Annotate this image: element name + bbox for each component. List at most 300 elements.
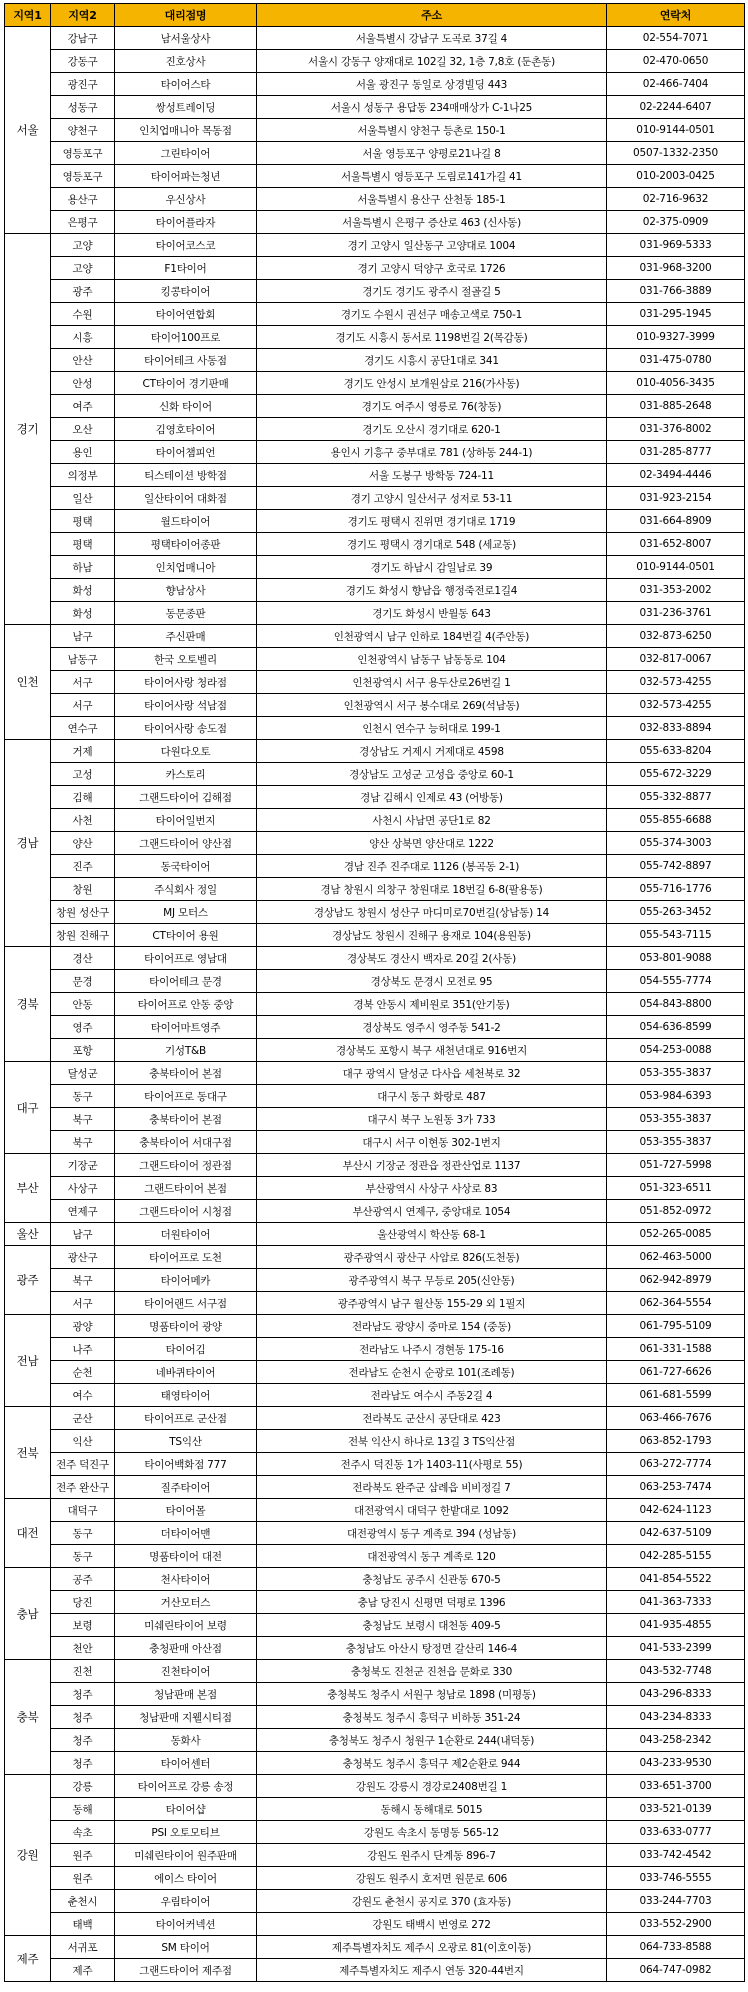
table-row bbox=[5, 211, 745, 234]
phone-cell: 010-9327-3999 bbox=[607, 326, 745, 349]
dealer-name-cell: 동화사 bbox=[115, 1729, 257, 1752]
address-cell: 강원도 원주시 호저면 원문로 606 bbox=[257, 1867, 607, 1890]
dealer-name-cell: 에이스 타이어 bbox=[115, 1867, 257, 1890]
address-cell: 경기 고양시 일산서구 성저로 53-11 bbox=[257, 487, 607, 510]
phone-cell: 063-272-7774 bbox=[607, 1453, 745, 1476]
phone-cell: 031-236-3761 bbox=[607, 602, 745, 625]
table-row bbox=[5, 970, 745, 993]
district-cell: 의정부 bbox=[51, 464, 115, 487]
phone-cell: 031-376-8002 bbox=[607, 418, 745, 441]
phone-cell: 032-573-4255 bbox=[607, 694, 745, 717]
phone-cell: 041-533-2399 bbox=[607, 1637, 745, 1660]
header-region1: 지역1 bbox=[5, 4, 51, 27]
district-cell: 사천 bbox=[51, 809, 115, 832]
address-cell: 인천광역시 남동구 남동동로 104 bbox=[257, 648, 607, 671]
phone-cell: 010-9144-0501 bbox=[607, 556, 745, 579]
table-row bbox=[5, 1614, 745, 1637]
dealer-name-cell: 타이어테크 사동점 bbox=[115, 349, 257, 372]
dealer-name-cell: 진호상사 bbox=[115, 50, 257, 73]
phone-cell: 053-984-6393 bbox=[607, 1085, 745, 1108]
phone-cell: 041-935-4855 bbox=[607, 1614, 745, 1637]
address-cell: 부산광역시 사상구 사상로 83 bbox=[257, 1177, 607, 1200]
table-row bbox=[5, 1453, 745, 1476]
dealer-name-cell: 타이어코스코 bbox=[115, 234, 257, 257]
dealer-name-cell: 더원타이어 bbox=[115, 1223, 257, 1246]
district-cell: 안성 bbox=[51, 372, 115, 395]
address-cell: 서울 도봉구 방학동 724-11 bbox=[257, 464, 607, 487]
phone-cell: 033-552-2900 bbox=[607, 1913, 745, 1936]
district-cell: 수원 bbox=[51, 303, 115, 326]
header-contact: 연락처 bbox=[607, 4, 745, 27]
district-cell: 영등포구 bbox=[51, 142, 115, 165]
phone-cell: 055-374-3003 bbox=[607, 832, 745, 855]
table-row bbox=[5, 947, 745, 970]
table-row bbox=[5, 1154, 745, 1177]
table-row bbox=[5, 1476, 745, 1499]
table-row bbox=[5, 1959, 745, 1982]
table-row bbox=[5, 786, 745, 809]
address-cell: 경상북도 경산시 백자로 20길 2(사동) bbox=[257, 947, 607, 970]
phone-cell: 054-843-8800 bbox=[607, 993, 745, 1016]
address-cell: 대전광역시 동구 계족로 394 (성남동) bbox=[257, 1522, 607, 1545]
region-cell: 경북 bbox=[5, 947, 51, 1062]
address-cell: 사천시 사남면 공단1로 82 bbox=[257, 809, 607, 832]
phone-cell: 054-253-0088 bbox=[607, 1039, 745, 1062]
dealer-name-cell: 타이어커넥션 bbox=[115, 1913, 257, 1936]
dealer-name-cell: 타이어연합회 bbox=[115, 303, 257, 326]
table-row bbox=[5, 602, 745, 625]
table-row bbox=[5, 1315, 745, 1338]
dealer-name-cell: 천사타이어 bbox=[115, 1568, 257, 1591]
dealer-name-cell: CT타이어 용원 bbox=[115, 924, 257, 947]
table-row bbox=[5, 1660, 745, 1683]
district-cell: 광진구 bbox=[51, 73, 115, 96]
table-row bbox=[5, 510, 745, 533]
phone-cell: 032-873-6250 bbox=[607, 625, 745, 648]
district-cell: 천안 bbox=[51, 1637, 115, 1660]
dealer-name-cell: CT타이어 경기판매 bbox=[115, 372, 257, 395]
district-cell: 동해 bbox=[51, 1798, 115, 1821]
phone-cell: 061-795-5109 bbox=[607, 1315, 745, 1338]
table-row bbox=[5, 1775, 745, 1798]
district-cell: 진천 bbox=[51, 1660, 115, 1683]
region-cell: 울산 bbox=[5, 1223, 51, 1246]
table-row bbox=[5, 694, 745, 717]
table-row bbox=[5, 280, 745, 303]
address-cell: 경상북도 포항시 북구 새천년대로 916번지 bbox=[257, 1039, 607, 1062]
phone-cell: 053-355-3837 bbox=[607, 1062, 745, 1085]
address-cell: 서울특별시 영등포구 도림로141가길 41 bbox=[257, 165, 607, 188]
table-row bbox=[5, 1384, 745, 1407]
address-cell: 전라남도 여수시 주동2길 4 bbox=[257, 1384, 607, 1407]
address-cell: 전라남도 광양시 중마로 154 (중동) bbox=[257, 1315, 607, 1338]
phone-cell: 031-353-2002 bbox=[607, 579, 745, 602]
address-cell: 서울 광진구 동일로 상경빌딩 443 bbox=[257, 73, 607, 96]
phone-cell: 051-727-5998 bbox=[607, 1154, 745, 1177]
phone-cell: 031-285-8777 bbox=[607, 441, 745, 464]
table-row bbox=[5, 763, 745, 786]
dealer-name-cell: 진천타이어 bbox=[115, 1660, 257, 1683]
address-cell: 경기도 화성시 반월동 643 bbox=[257, 602, 607, 625]
dealer-name-cell: 주신판매 bbox=[115, 625, 257, 648]
dealer-name-cell: 우림타이어 bbox=[115, 1890, 257, 1913]
district-cell: 익산 bbox=[51, 1430, 115, 1453]
phone-cell: 051-852-0972 bbox=[607, 1200, 745, 1223]
table-row bbox=[5, 671, 745, 694]
district-cell: 광양 bbox=[51, 1315, 115, 1338]
dealer-name-cell: 충북타이어 본점 bbox=[115, 1108, 257, 1131]
dealer-name-cell: 타이어파는청년 bbox=[115, 165, 257, 188]
table-row bbox=[5, 1085, 745, 1108]
table-row bbox=[5, 349, 745, 372]
phone-cell: 042-637-5109 bbox=[607, 1522, 745, 1545]
district-cell: 여주 bbox=[51, 395, 115, 418]
dealer-name-cell: 동문종판 bbox=[115, 602, 257, 625]
dealer-name-cell: PSI 오토모티브 bbox=[115, 1821, 257, 1844]
dealer-name-cell: 우신상사 bbox=[115, 188, 257, 211]
dealer-name-cell: 주식회사 정일 bbox=[115, 878, 257, 901]
district-cell: 기장군 bbox=[51, 1154, 115, 1177]
address-cell: 전라남도 나주시 경현동 175-16 bbox=[257, 1338, 607, 1361]
district-cell: 여수 bbox=[51, 1384, 115, 1407]
dealer-name-cell: 인치업매니아 목동점 bbox=[115, 119, 257, 142]
region-cell: 광주 bbox=[5, 1246, 51, 1315]
table-row bbox=[5, 855, 745, 878]
phone-cell: 033-746-5555 bbox=[607, 1867, 745, 1890]
district-cell: 고양 bbox=[51, 257, 115, 280]
header-address: 주소 bbox=[257, 4, 607, 27]
dealer-name-cell: 타이어100프로 bbox=[115, 326, 257, 349]
district-cell: 양천구 bbox=[51, 119, 115, 142]
district-cell: 서구 bbox=[51, 694, 115, 717]
address-cell: 충청남도 공주시 신관동 670-5 bbox=[257, 1568, 607, 1591]
district-cell: 동구 bbox=[51, 1085, 115, 1108]
dealer-name-cell: 타이어프로 강릉 송정 bbox=[115, 1775, 257, 1798]
dealer-name-cell: 향남상사 bbox=[115, 579, 257, 602]
table-row bbox=[5, 1223, 745, 1246]
table-row bbox=[5, 1798, 745, 1821]
dealer-name-cell: 남서울상사 bbox=[115, 27, 257, 50]
dealer-name-cell: 타이어김 bbox=[115, 1338, 257, 1361]
address-cell: 경기도 평택시 진위면 경기대로 1719 bbox=[257, 510, 607, 533]
phone-cell: 061-727-6626 bbox=[607, 1361, 745, 1384]
dealer-name-cell: 타이어랜드 서구점 bbox=[115, 1292, 257, 1315]
address-cell: 강원도 강릉시 경강로2408번길 1 bbox=[257, 1775, 607, 1798]
table-row bbox=[5, 809, 745, 832]
region-cell: 전북 bbox=[5, 1407, 51, 1499]
district-cell: 포항 bbox=[51, 1039, 115, 1062]
dealer-name-cell: 타이어샵 bbox=[115, 1798, 257, 1821]
table-row bbox=[5, 1338, 745, 1361]
phone-cell: 041-363-7333 bbox=[607, 1591, 745, 1614]
phone-cell: 02-375-0909 bbox=[607, 211, 745, 234]
table-row bbox=[5, 234, 745, 257]
dealer-name-cell: 타이어백화점 777 bbox=[115, 1453, 257, 1476]
dealer-name-cell: 청남판매 지웰시티점 bbox=[115, 1706, 257, 1729]
address-cell: 충청북도 청주시 서원구 청남로 1898 (미평동) bbox=[257, 1683, 607, 1706]
region-cell: 충남 bbox=[5, 1568, 51, 1660]
dealer-name-cell: 더타이어맨 bbox=[115, 1522, 257, 1545]
phone-cell: 055-716-1776 bbox=[607, 878, 745, 901]
dealer-name-cell: 쌍성트레이딩 bbox=[115, 96, 257, 119]
district-cell: 창원 성산구 bbox=[51, 901, 115, 924]
address-cell: 서울특별시 강남구 도곡로 37길 4 bbox=[257, 27, 607, 50]
dealer-name-cell: 타이어일번지 bbox=[115, 809, 257, 832]
dealer-name-cell: 미쉐린타이어 원주판매 bbox=[115, 1844, 257, 1867]
phone-cell: 053-801-9088 bbox=[607, 947, 745, 970]
table-row bbox=[5, 418, 745, 441]
address-cell: 서울시 성동구 용답동 234매매상가 C-1나25 bbox=[257, 96, 607, 119]
address-cell: 인천시 연수구 능허대로 199-1 bbox=[257, 717, 607, 740]
district-cell: 광주 bbox=[51, 280, 115, 303]
district-cell: 북구 bbox=[51, 1131, 115, 1154]
dealer-name-cell: 네바퀴타이어 bbox=[115, 1361, 257, 1384]
phone-cell: 063-253-7474 bbox=[607, 1476, 745, 1499]
phone-cell: 033-244-7703 bbox=[607, 1890, 745, 1913]
table-row bbox=[5, 1246, 745, 1269]
dealer-name-cell: 충북타이어 본점 bbox=[115, 1062, 257, 1085]
table-row bbox=[5, 832, 745, 855]
address-cell: 경기도 시흥시 동서로 1198번길 2(목감동) bbox=[257, 326, 607, 349]
table-row bbox=[5, 27, 745, 50]
dealer-name-cell: 평택타이어종판 bbox=[115, 533, 257, 556]
address-cell: 경북 안동시 제비원로 351(안기동) bbox=[257, 993, 607, 1016]
phone-cell: 042-285-5155 bbox=[607, 1545, 745, 1568]
region-cell: 제주 bbox=[5, 1936, 51, 1982]
region-cell: 강원 bbox=[5, 1775, 51, 1936]
phone-cell: 02-466-7404 bbox=[607, 73, 745, 96]
district-cell: 속초 bbox=[51, 1821, 115, 1844]
table-row bbox=[5, 464, 745, 487]
table-row bbox=[5, 1269, 745, 1292]
address-cell: 동해시 동해대로 5015 bbox=[257, 1798, 607, 1821]
district-cell: 안동 bbox=[51, 993, 115, 1016]
address-cell: 광주광역시 북구 무등로 205(신안동) bbox=[257, 1269, 607, 1292]
district-cell: 청주 bbox=[51, 1683, 115, 1706]
dealer-name-cell: 질주타이어 bbox=[115, 1476, 257, 1499]
table-row bbox=[5, 1292, 745, 1315]
district-cell: 원주 bbox=[51, 1844, 115, 1867]
dealer-name-cell: 거산모터스 bbox=[115, 1591, 257, 1614]
table-row bbox=[5, 1683, 745, 1706]
dealer-name-cell: 타이어스타 bbox=[115, 73, 257, 96]
region-cell: 대구 bbox=[5, 1062, 51, 1154]
phone-cell: 055-543-7115 bbox=[607, 924, 745, 947]
address-cell: 인천광역시 남구 인하로 184번길 4(주안동) bbox=[257, 625, 607, 648]
district-cell: 전주 완산구 bbox=[51, 1476, 115, 1499]
district-cell: 북구 bbox=[51, 1269, 115, 1292]
table-row bbox=[5, 1177, 745, 1200]
district-cell: 나주 bbox=[51, 1338, 115, 1361]
district-cell: 창원 진해구 bbox=[51, 924, 115, 947]
district-cell: 보령 bbox=[51, 1614, 115, 1637]
dealer-name-cell: 타이어몰 bbox=[115, 1499, 257, 1522]
district-cell: 용산구 bbox=[51, 188, 115, 211]
address-cell: 충청남도 보령시 대천동 409-5 bbox=[257, 1614, 607, 1637]
district-cell: 순천 bbox=[51, 1361, 115, 1384]
dealer-name-cell: 그랜드타이어 제주점 bbox=[115, 1959, 257, 1982]
dealer-name-cell: 명품타이어 대전 bbox=[115, 1545, 257, 1568]
dealer-name-cell: 타이어사랑 청라점 bbox=[115, 671, 257, 694]
address-cell: 광주광역시 광산구 사암로 826(도천동) bbox=[257, 1246, 607, 1269]
dealer-name-cell: 타이어프로 도천 bbox=[115, 1246, 257, 1269]
address-cell: 충청북도 청주시 흥덕구 제2순환로 944 bbox=[257, 1752, 607, 1775]
address-cell: 전라북도 군산시 공단대로 423 bbox=[257, 1407, 607, 1430]
table-row bbox=[5, 1108, 745, 1131]
phone-cell: 010-2003-0425 bbox=[607, 165, 745, 188]
district-cell: 광산구 bbox=[51, 1246, 115, 1269]
region-cell: 경남 bbox=[5, 740, 51, 947]
table-row bbox=[5, 487, 745, 510]
dealer-name-cell: 타이어센터 bbox=[115, 1752, 257, 1775]
table-row bbox=[5, 1430, 745, 1453]
region-cell: 서울 bbox=[5, 27, 51, 234]
dealer-name-cell: 티스테이션 방학점 bbox=[115, 464, 257, 487]
address-cell: 경상남도 고성군 고성읍 중앙로 60-1 bbox=[257, 763, 607, 786]
district-cell: 달성군 bbox=[51, 1062, 115, 1085]
dealer-name-cell: 미쉐린타이어 보령 bbox=[115, 1614, 257, 1637]
phone-cell: 055-742-8897 bbox=[607, 855, 745, 878]
phone-cell: 042-624-1123 bbox=[607, 1499, 745, 1522]
phone-cell: 061-681-5599 bbox=[607, 1384, 745, 1407]
dealer-name-cell: 그랜드타이어 김해점 bbox=[115, 786, 257, 809]
district-cell: 연수구 bbox=[51, 717, 115, 740]
address-cell: 대구시 북구 노원동 3가 733 bbox=[257, 1108, 607, 1131]
dealer-name-cell: 타이어테크 문경 bbox=[115, 970, 257, 993]
dealer-name-cell: 타이어마트영주 bbox=[115, 1016, 257, 1039]
dealer-name-cell: 타이어프로 안동 중앙 bbox=[115, 993, 257, 1016]
dealer-name-cell: 인치업매니아 bbox=[115, 556, 257, 579]
phone-cell: 02-3494-4446 bbox=[607, 464, 745, 487]
dealer-name-cell: 타이어메카 bbox=[115, 1269, 257, 1292]
district-cell: 양산 bbox=[51, 832, 115, 855]
table-row bbox=[5, 717, 745, 740]
address-cell: 경남 진주 진주대로 1126 (봉곡동 2-1) bbox=[257, 855, 607, 878]
phone-cell: 052-265-0085 bbox=[607, 1223, 745, 1246]
address-cell: 강원도 태백시 번영로 272 bbox=[257, 1913, 607, 1936]
address-cell: 경기도 하남시 감일남로 39 bbox=[257, 556, 607, 579]
phone-cell: 043-532-7748 bbox=[607, 1660, 745, 1683]
address-cell: 경상남도 거제시 거제대로 4598 bbox=[257, 740, 607, 763]
district-cell: 남구 bbox=[51, 1223, 115, 1246]
address-cell: 제주특별자치도 제주시 오광로 81(이호이동) bbox=[257, 1936, 607, 1959]
table-row bbox=[5, 1913, 745, 1936]
phone-cell: 031-664-8909 bbox=[607, 510, 745, 533]
phone-cell: 031-885-2648 bbox=[607, 395, 745, 418]
phone-cell: 062-364-5554 bbox=[607, 1292, 745, 1315]
district-cell: 문경 bbox=[51, 970, 115, 993]
phone-cell: 031-969-5333 bbox=[607, 234, 745, 257]
address-cell: 서울특별시 은평구 증산로 463 (신사동) bbox=[257, 211, 607, 234]
dealer-name-cell: 다원다오토 bbox=[115, 740, 257, 763]
phone-cell: 061-331-1588 bbox=[607, 1338, 745, 1361]
district-cell: 동구 bbox=[51, 1522, 115, 1545]
address-cell: 대구시 동구 화랑로 487 bbox=[257, 1085, 607, 1108]
table-row bbox=[5, 993, 745, 1016]
table-row bbox=[5, 1039, 745, 1062]
district-cell: 태백 bbox=[51, 1913, 115, 1936]
table-row bbox=[5, 1890, 745, 1913]
district-cell: 북구 bbox=[51, 1108, 115, 1131]
table-row bbox=[5, 1016, 745, 1039]
address-cell: 경기도 경기도 광주시 절골길 5 bbox=[257, 280, 607, 303]
district-cell: 춘천시 bbox=[51, 1890, 115, 1913]
dealer-name-cell: 카스토리 bbox=[115, 763, 257, 786]
phone-cell: 031-295-1945 bbox=[607, 303, 745, 326]
phone-cell: 043-296-8333 bbox=[607, 1683, 745, 1706]
address-cell: 대전광역시 대덕구 한밭대로 1092 bbox=[257, 1499, 607, 1522]
district-cell: 남구 bbox=[51, 625, 115, 648]
address-cell: 용인시 기흥구 중부대로 781 (상하동 244-1) bbox=[257, 441, 607, 464]
address-cell: 전북 익산시 하나로 13길 3 TS익산점 bbox=[257, 1430, 607, 1453]
table-row bbox=[5, 119, 745, 142]
phone-cell: 054-555-7774 bbox=[607, 970, 745, 993]
table-row bbox=[5, 1200, 745, 1223]
phone-cell: 033-651-3700 bbox=[607, 1775, 745, 1798]
phone-cell: 051-323-6511 bbox=[607, 1177, 745, 1200]
table-row bbox=[5, 1407, 745, 1430]
dealer-name-cell: 기성T&B bbox=[115, 1039, 257, 1062]
address-cell: 대구시 서구 이현동 302-1번지 bbox=[257, 1131, 607, 1154]
region-cell: 충북 bbox=[5, 1660, 51, 1775]
phone-cell: 043-233-9530 bbox=[607, 1752, 745, 1775]
address-cell: 서울특별시 용산구 산천동 185-1 bbox=[257, 188, 607, 211]
dealer-table bbox=[4, 3, 745, 1982]
dealer-name-cell: 청남판매 본점 bbox=[115, 1683, 257, 1706]
phone-cell: 062-463-5000 bbox=[607, 1246, 745, 1269]
table-row bbox=[5, 188, 745, 211]
table-row bbox=[5, 1637, 745, 1660]
table-row bbox=[5, 533, 745, 556]
address-cell: 경상남도 창원시 성산구 마디미로70번길(상남동) 14 bbox=[257, 901, 607, 924]
dealer-name-cell: 그랜드타이어 양산점 bbox=[115, 832, 257, 855]
address-cell: 경기도 시흥시 공단1대로 341 bbox=[257, 349, 607, 372]
dealer-name-cell: 그랜드타이어 시청점 bbox=[115, 1200, 257, 1223]
address-cell: 서울시 강동구 양재대로 102길 32, 1층 7,8호 (둔촌동) bbox=[257, 50, 607, 73]
table-row bbox=[5, 1361, 745, 1384]
address-cell: 경기도 화성시 향남읍 행정죽전로1길4 bbox=[257, 579, 607, 602]
dealer-name-cell: 태영타이어 bbox=[115, 1384, 257, 1407]
phone-cell: 053-355-3837 bbox=[607, 1108, 745, 1131]
district-cell: 김해 bbox=[51, 786, 115, 809]
address-cell: 광주광역시 남구 월산동 155-29 외 1필지 bbox=[257, 1292, 607, 1315]
district-cell: 군산 bbox=[51, 1407, 115, 1430]
phone-cell: 033-742-4542 bbox=[607, 1844, 745, 1867]
phone-cell: 055-855-6688 bbox=[607, 809, 745, 832]
district-cell: 연제구 bbox=[51, 1200, 115, 1223]
dealer-name-cell: 타이어사랑 송도점 bbox=[115, 717, 257, 740]
phone-cell: 032-573-4255 bbox=[607, 671, 745, 694]
table-row bbox=[5, 1591, 745, 1614]
table-row bbox=[5, 924, 745, 947]
dealer-name-cell: 신화 타이어 bbox=[115, 395, 257, 418]
address-cell: 강원도 속초시 동명동 565-12 bbox=[257, 1821, 607, 1844]
header-row bbox=[5, 4, 745, 27]
address-cell: 경기 고양시 일산동구 고양대로 1004 bbox=[257, 234, 607, 257]
district-cell: 제주 bbox=[51, 1959, 115, 1982]
address-cell: 인천광역시 서구 용두산로26번길 1 bbox=[257, 671, 607, 694]
dealer-name-cell: 그린타이어 bbox=[115, 142, 257, 165]
address-cell: 부산광역시 연제구, 중앙대로 1054 bbox=[257, 1200, 607, 1223]
phone-cell: 062-942-8979 bbox=[607, 1269, 745, 1292]
district-cell: 공주 bbox=[51, 1568, 115, 1591]
address-cell: 전주시 덕진동 1가 1403-11(사평로 55) bbox=[257, 1453, 607, 1476]
address-cell: 부산시 기장군 정관읍 정관산업로 1137 bbox=[257, 1154, 607, 1177]
phone-cell: 010-9144-0501 bbox=[607, 119, 745, 142]
district-cell: 거제 bbox=[51, 740, 115, 763]
table-row bbox=[5, 648, 745, 671]
address-cell: 경남 창원시 의창구 창원대로 18번길 6-8(팔용동) bbox=[257, 878, 607, 901]
